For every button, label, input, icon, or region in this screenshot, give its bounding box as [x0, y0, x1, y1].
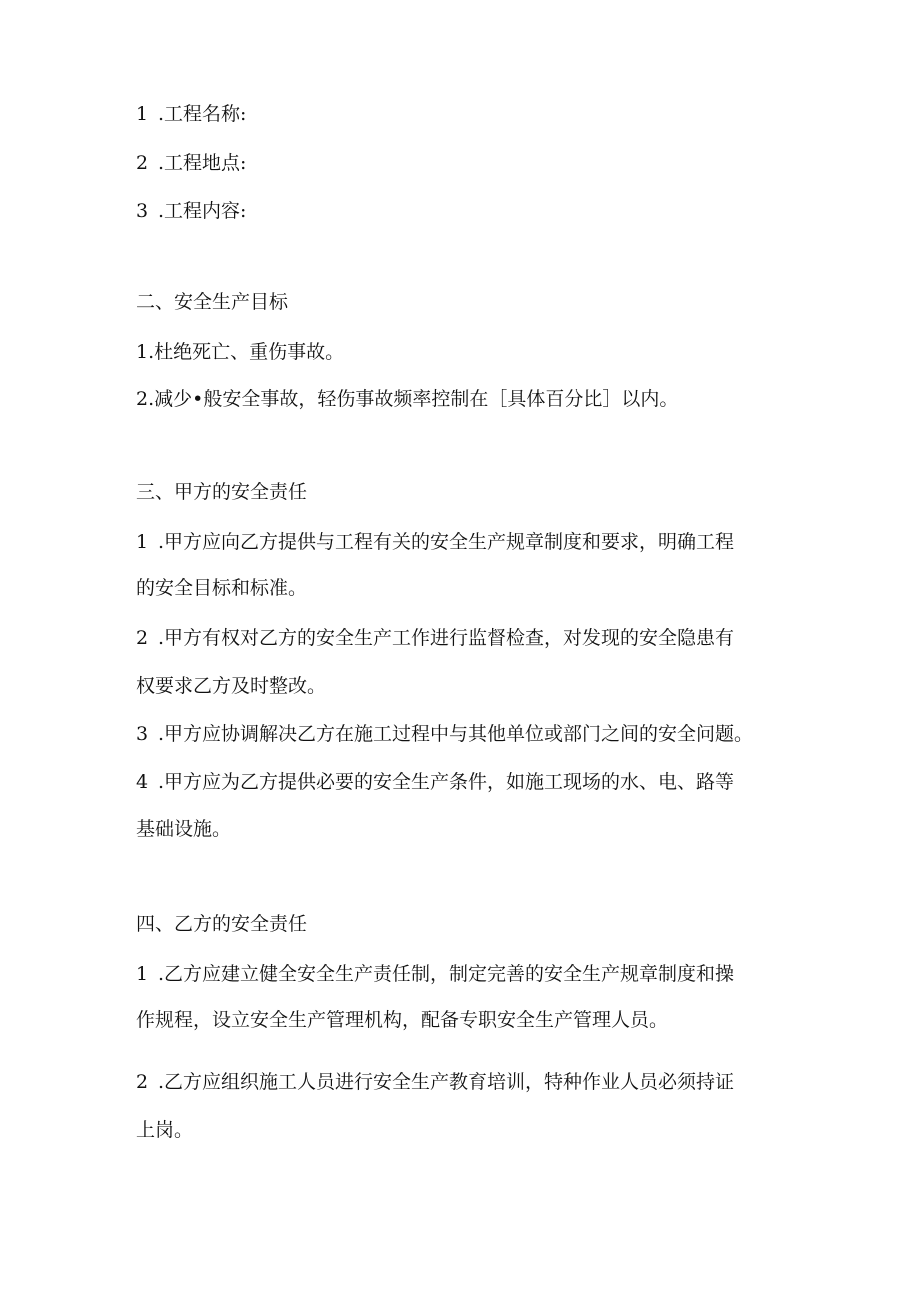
item-number: 2 — [136, 627, 149, 649]
section4-item2-line1 — [136, 1070, 734, 1094]
section4-heading: 四、乙方的安全责任 — [136, 913, 308, 935]
item-text: .甲方应为乙方提供必要的安全生产条件，如施工现场的水、电、路等 — [158, 771, 735, 793]
item-number: 4 — [136, 771, 149, 793]
section3-item1-line2: 的安全目标和标准。 — [136, 577, 308, 599]
item-number: 1 — [136, 963, 149, 985]
section3-item4-line2: 基础设施。 — [136, 818, 232, 840]
item-number: 1 — [136, 103, 149, 125]
item-number: 3 — [136, 723, 149, 745]
section2-heading: 二、安全生产目标 — [136, 291, 289, 313]
section3-item2-line1 — [136, 626, 734, 650]
item-number: 2 — [136, 152, 149, 174]
project-content-label: .工程内容: — [158, 200, 247, 222]
item-text: .乙方应建立健全安全生产责任制，制定完善的安全生产规章制度和操 — [158, 963, 735, 985]
item-text: .甲方有权对乙方的安全生产工作进行监督检查，对发现的安全隐患有 — [158, 627, 735, 649]
item-number: 2 — [136, 1071, 149, 1093]
section4-item2-line2: 上岗。 — [136, 1119, 194, 1141]
project-name-line — [136, 102, 246, 126]
item-text: .甲方应向乙方提供与工程有关的安全生产规章制度和要求，明确工程 — [158, 531, 735, 553]
item-number: 3 — [136, 200, 149, 222]
section3-item3-line1 — [136, 722, 753, 746]
section4-item1-line1 — [136, 962, 734, 986]
section3-heading: 三、甲方的安全责任 — [136, 481, 308, 503]
item-text: .乙方应组织施工人员进行安全生产教育培训，特种作业人员必须持证 — [158, 1071, 735, 1093]
section4-item1-line2: 作规程，设立安全生产管理机构，配备专职安全生产管理人员。 — [136, 1009, 669, 1031]
section2-item2: 2.减少•般安全事故，轻伤事故频率控制在［具体百分比］以内。 — [136, 388, 679, 410]
project-content-line — [136, 199, 246, 223]
section3-item2-line2: 权要求乙方及时整改。 — [136, 675, 327, 697]
item-text: .甲方应协调解决乙方在施工过程中与其他单位或部门之间的安全问题。 — [158, 723, 754, 745]
project-name-label: .工程名称: — [158, 103, 247, 125]
section3-item1-line1 — [136, 530, 734, 554]
section3-item4-line1 — [136, 770, 734, 794]
project-location-label: .工程地点: — [158, 152, 247, 174]
project-location-line — [136, 151, 246, 175]
section2-item1: 1.杜绝死亡、重伤事故。 — [136, 341, 345, 363]
item-number: 1 — [136, 531, 149, 553]
